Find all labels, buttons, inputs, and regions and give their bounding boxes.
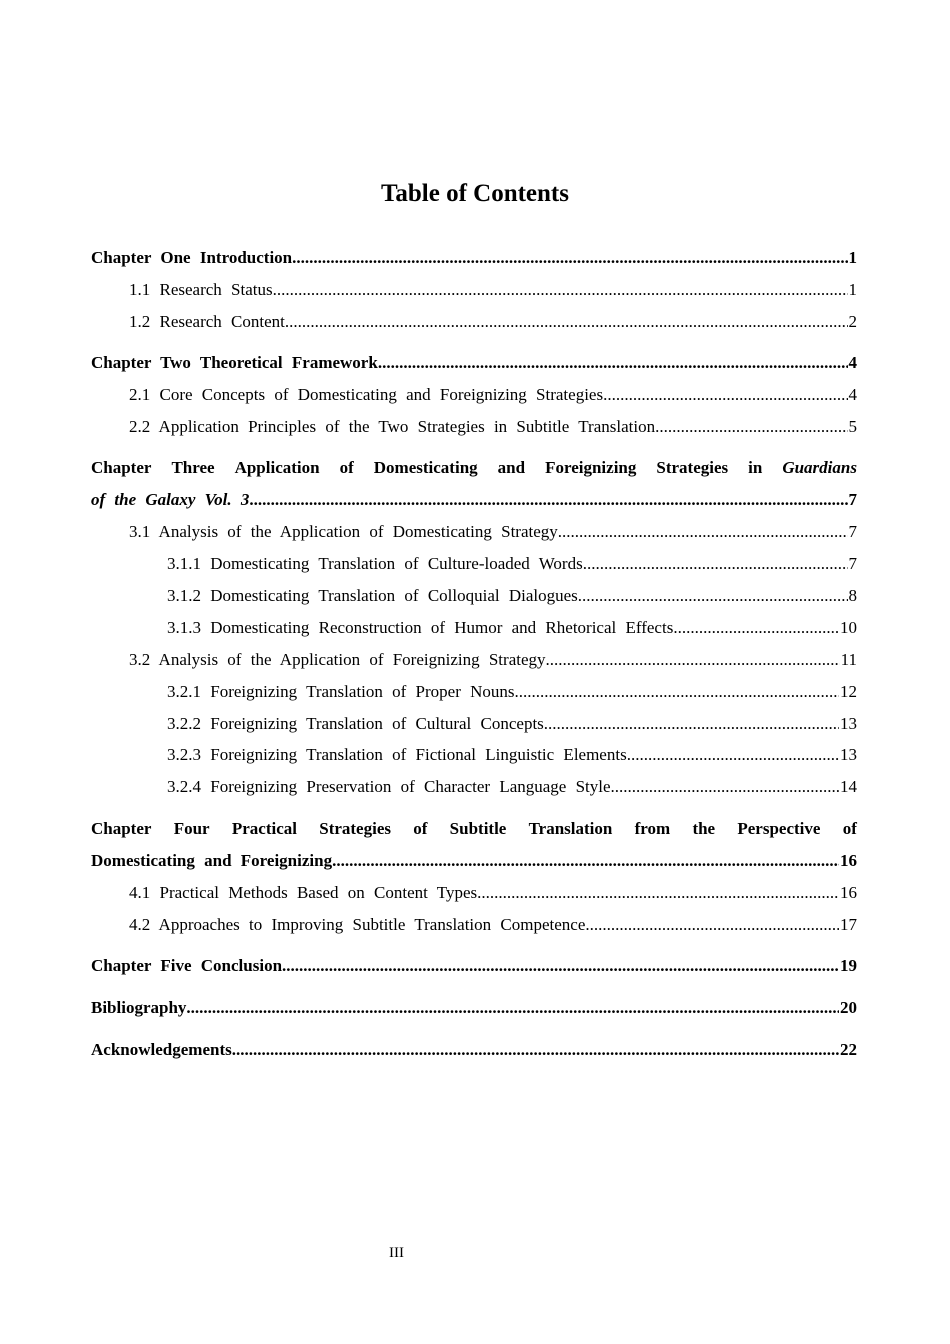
toc-word: of	[413, 819, 428, 838]
toc-entry-chapter-three-line1[interactable]	[91, 457, 857, 479]
dot-leader	[282, 955, 839, 977]
dot-leader	[655, 416, 847, 438]
toc-entry-3-2-2[interactable]	[167, 713, 857, 735]
toc-page-number: 22	[840, 1040, 857, 1059]
dot-leader	[186, 997, 839, 1019]
dot-leader	[578, 585, 848, 607]
toc-word: Chapter	[91, 458, 152, 477]
toc-word: Four	[173, 819, 210, 838]
dot-leader	[249, 489, 847, 511]
toc-page-number: 7	[848, 490, 857, 509]
toc-entry-label: 3.1 Analysis of the Application of Domesticating Strategy	[129, 522, 558, 541]
toc-word: Practical	[231, 819, 297, 838]
toc-word: the	[692, 819, 716, 838]
toc-page-number: 2	[848, 312, 857, 331]
toc-entry-label: Bibliography	[91, 998, 187, 1017]
toc-entry-chapter-four-line1[interactable]	[91, 818, 857, 840]
toc-entry-chapter-three-line2[interactable]	[91, 489, 857, 511]
toc-entry-3-2-1[interactable]	[167, 681, 857, 703]
toc-page-number: 20	[840, 998, 857, 1017]
toc-word: Strategies	[319, 819, 391, 838]
toc-entry-1-2[interactable]	[129, 311, 857, 333]
toc-entry-4-1[interactable]	[129, 882, 857, 904]
page-title: Table of Contents	[381, 180, 569, 207]
toc-entry-chapter-five[interactable]	[91, 955, 857, 977]
toc-page-number: 19	[840, 956, 857, 975]
toc-page-number: 5	[848, 417, 857, 436]
toc-entry-label: 3.1.3 Domesticating Reconstruction of Humor and Rhetorical Effects	[167, 618, 674, 637]
toc-page-number: 10	[840, 618, 857, 637]
toc-entry-acknowledgements[interactable]	[91, 1039, 857, 1061]
toc-entry-label: Domesticating and Foreignizing	[91, 851, 333, 870]
toc-entry-label: 4.2 Approaches to Improving Subtitle Translation Competence	[129, 915, 586, 934]
toc-entry-label: 2.1 Core Concepts of Domesticating and Foreignizing Strategies	[129, 385, 604, 404]
toc-page-number: 4	[848, 353, 857, 372]
toc-entry-chapter-four-line2[interactable]	[91, 850, 857, 872]
toc-entry-label: Chapter Two Theoretical Framework	[91, 353, 378, 372]
toc-word: of	[339, 458, 354, 477]
toc-word: Domesticating	[373, 458, 478, 477]
dot-leader	[673, 617, 839, 639]
toc-entry-label: 1.1 Research Status	[129, 280, 273, 299]
toc-word: in	[748, 458, 763, 477]
toc-page-number: 14	[840, 777, 857, 796]
toc-entry-chapter-two[interactable]	[91, 352, 857, 374]
toc-entry-bibliography[interactable]	[91, 997, 857, 1019]
dot-leader	[515, 681, 839, 703]
dot-leader	[544, 713, 839, 735]
toc-word: Subtitle	[449, 819, 507, 838]
toc-italic-title: Guardians	[782, 458, 857, 477]
dot-leader	[285, 311, 848, 333]
toc-word: Perspective	[737, 819, 821, 838]
toc-entry-label: 3.2 Analysis of the Application of Foreignizing Strategy	[129, 650, 546, 669]
toc-word: of	[842, 819, 857, 838]
toc-page-number: 12	[840, 682, 857, 701]
toc-entry-label: 1.2 Research Content	[129, 312, 285, 331]
toc-page-number: 13	[840, 714, 857, 733]
toc-word: Chapter	[91, 819, 152, 838]
toc-word: Strategies	[656, 458, 729, 477]
toc-entry-label: 3.2.3 Foreignizing Translation of Fictional Linguistic Elements	[167, 745, 627, 764]
toc-entry-chapter-one[interactable]	[91, 247, 857, 269]
toc-page-number: 1	[848, 280, 857, 299]
toc-page-number: 13	[840, 745, 857, 764]
toc-entry-label: 3.2.2 Foreignizing Translation of Cultural Concepts	[167, 714, 544, 733]
dot-leader	[603, 384, 847, 406]
toc-entry-label: 3.1.1 Domesticating Translation of Culture-loaded Words	[167, 554, 583, 573]
dot-leader	[558, 521, 848, 543]
toc-word: Three	[171, 458, 215, 477]
dot-leader	[546, 649, 840, 671]
toc-entry-3-1-1[interactable]	[167, 553, 857, 575]
toc-entry-1-1[interactable]	[129, 279, 857, 301]
toc-page-number: 7	[848, 522, 857, 541]
toc-entry-3-2[interactable]	[129, 649, 857, 671]
toc-word: from	[634, 819, 671, 838]
toc-entry-label: 3.2.1 Foreignizing Translation of Proper Nouns	[167, 682, 515, 701]
toc-entry-label: 2.2 Application Principles of the Two Strategies in Subtitle Translation	[129, 417, 656, 436]
toc-word: Foreignizing	[545, 458, 637, 477]
dot-leader	[232, 1039, 839, 1061]
toc-entry-3-1-3[interactable]	[167, 617, 857, 639]
toc-page-number: 4	[848, 385, 857, 404]
toc-entry-3-2-4[interactable]	[167, 776, 857, 798]
toc-entry-3-2-3[interactable]	[167, 744, 857, 766]
toc-word: and	[497, 458, 526, 477]
toc-entry-3-1[interactable]	[129, 521, 857, 543]
toc-word: Translation	[528, 819, 613, 838]
dot-leader	[273, 279, 848, 301]
dot-leader	[477, 882, 839, 904]
toc-entry-2-2[interactable]	[129, 416, 857, 438]
dot-leader	[627, 744, 839, 766]
toc-page-number: 16	[840, 883, 857, 902]
toc-entry-label: Acknowledgements	[91, 1040, 232, 1059]
toc-page-number: 16	[840, 851, 857, 870]
page-number-footer: III	[389, 1245, 404, 1261]
toc-page-number: 1	[848, 248, 857, 267]
dot-leader	[583, 553, 848, 575]
toc-entry-label: 3.1.2 Domesticating Translation of Colloquial Dialogues	[167, 586, 578, 605]
dot-leader	[611, 776, 839, 798]
toc-entry-label: Chapter Five Conclusion	[91, 956, 283, 975]
dot-leader	[292, 247, 847, 269]
toc-page-number: 8	[848, 586, 857, 605]
toc-page-number: 7	[848, 554, 857, 573]
toc-word: Application	[234, 458, 320, 477]
toc-entry-2-1[interactable]	[129, 384, 857, 406]
toc-entry-3-1-2[interactable]	[167, 585, 857, 607]
dot-leader	[332, 850, 839, 872]
toc-page-number: 17	[840, 915, 857, 934]
toc-entry-label: 4.1 Practical Methods Based on Content Types	[129, 883, 478, 902]
dot-leader	[378, 352, 848, 374]
dot-leader	[585, 914, 839, 936]
toc-entry-label: Chapter One Introduction	[91, 248, 293, 267]
toc-entry-label: 3.2.4 Foreignizing Preservation of Character Language Style	[167, 777, 611, 796]
toc-page-number: 11	[840, 650, 857, 669]
toc-entry-label: of the Galaxy Vol. 3	[91, 490, 250, 509]
toc-entry-4-2[interactable]	[129, 914, 857, 936]
